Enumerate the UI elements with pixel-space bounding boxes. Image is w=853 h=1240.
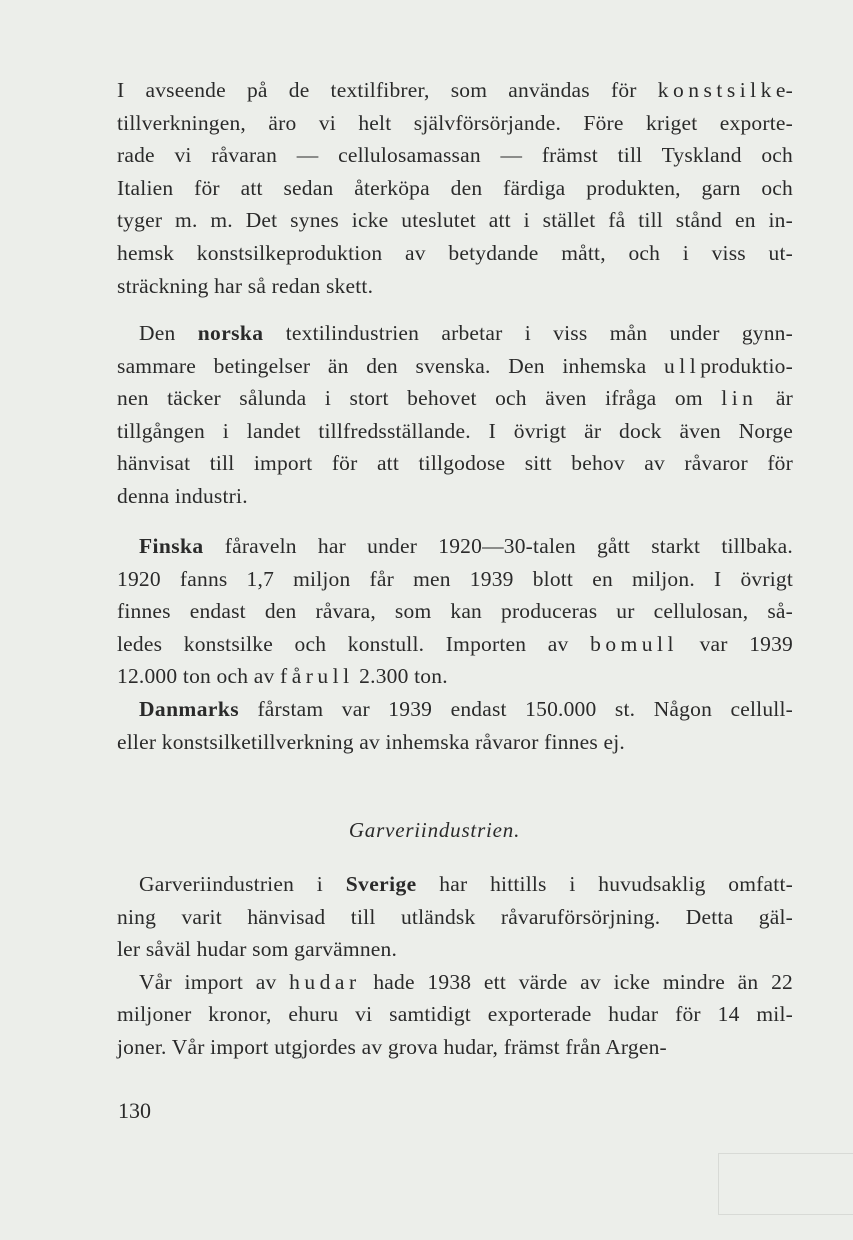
- text-run: miljoner kronor, ehuru vi samtidigt exporterade hudar för 14 mil-: [117, 1002, 793, 1027]
- text-line: [117, 204, 793, 237]
- text-run: ler såväl hudar som garvämnen.: [117, 937, 398, 962]
- text-line: [117, 563, 793, 596]
- text-run: hemsk konstsilkeproduktion av betydande mått, och i viss ut-: [117, 240, 793, 265]
- text-run: 1920 fanns 1,7 miljon får men 1939 blott en miljon. I övrigt: [117, 566, 793, 591]
- text-line: [117, 139, 793, 172]
- text-line: [117, 480, 793, 513]
- bold-country-name: Finska: [139, 534, 204, 558]
- spaced-emphasis: ull: [664, 353, 701, 378]
- text-run: nen täcker sålunda i stort behovet och även ifråga om: [117, 386, 722, 411]
- text-line: [117, 726, 793, 759]
- text-line: [117, 74, 793, 107]
- spaced-emphasis: lin: [721, 386, 758, 411]
- text-line: [117, 237, 793, 270]
- text-line: [117, 107, 793, 140]
- text-run: finnes endast den råvara, som kan produceras ur cellulosan, så-: [117, 599, 793, 624]
- text-line: [117, 868, 793, 901]
- text-run: Garveriindustrien i: [139, 872, 346, 896]
- text-line: [117, 1031, 793, 1064]
- text-run: Italien för att sedan återköpa den färdiga produkten, garn och: [117, 175, 793, 200]
- section-heading: Garveriindustrien.: [348, 818, 521, 842]
- text-line: [117, 595, 793, 628]
- text-line: [117, 901, 793, 934]
- text-run: produktio-: [700, 353, 793, 378]
- text-run: tyger m. m. Det synes icke uteslutet att i stället få till stånd en in-: [117, 208, 793, 233]
- paragraph-norska: [117, 317, 793, 513]
- text-run: tillverkningen, äro vi helt självförsörjande. Före kriget exporte-: [117, 110, 793, 135]
- spaced-emphasis: hudar: [289, 969, 361, 994]
- text-line: [117, 628, 793, 661]
- text-line: [117, 998, 793, 1031]
- text-line: [117, 966, 793, 999]
- text-line: [117, 350, 793, 383]
- text-run: tillgången i landet tillfredsställande. I övrigt är dock även Norge: [117, 418, 793, 443]
- text-line: [117, 530, 793, 563]
- page-number: 130: [118, 1098, 151, 1123]
- text-run: eller konstsilketillverkning av inhemska råvaror finnes ej.: [117, 729, 625, 754]
- text-run: sammare betingelser än den svenska. Den inhemska: [117, 353, 665, 378]
- text-line: [117, 660, 793, 693]
- spaced-emphasis: konstsilk: [657, 78, 776, 102]
- text-run: rade vi råvaran — cellulosamassan — främst till Tyskland och: [117, 143, 793, 168]
- text-run: fårstam var 1939 endast 150.000 st. Någon cellull-: [238, 696, 793, 721]
- text-run: 12.000 ton och av: [117, 664, 281, 689]
- text-line: [117, 382, 793, 415]
- text-line: [117, 172, 793, 205]
- text-run: joner. Vår import utgjordes av grova hudar, främst från Argen-: [117, 1034, 667, 1059]
- text-run: sträckning har så redan skett.: [117, 273, 374, 298]
- text-line: [117, 270, 793, 303]
- text-line: [117, 933, 793, 966]
- text-run: är: [757, 386, 793, 411]
- text-run: e-: [775, 78, 793, 102]
- text-run: var 1939: [677, 631, 793, 656]
- text-run: hänvisat till import för att tillgodose sitt behov av råvaror för: [117, 451, 793, 476]
- bold-country-name: Danmarks: [139, 696, 239, 721]
- text-line: [117, 693, 793, 726]
- text-run: 2.300 ton.: [353, 664, 448, 689]
- text-run: Vår import av: [139, 969, 290, 994]
- text-run: ning varit hänvisad till utländsk råvaruförsörjning. Detta gäl-: [117, 904, 793, 929]
- spaced-emphasis: fårull: [280, 664, 354, 689]
- text-line: [117, 317, 793, 350]
- bold-country-name: Sverige: [345, 872, 417, 896]
- text-run: hade 1938 ett värde av icke mindre än 22: [360, 969, 793, 994]
- paragraph-konstsilke: [117, 74, 793, 302]
- text-line: [117, 415, 793, 448]
- scan-corner-mark: [718, 1153, 853, 1215]
- text-run: ledes konstsilke och konstull. Importen av: [117, 631, 591, 656]
- paragraph-finska-danmarks: [117, 530, 793, 758]
- text-line: [117, 447, 793, 480]
- text-run: har hittills i huvudsaklig omfatt-: [416, 872, 793, 896]
- bold-country-name: norska: [197, 321, 264, 345]
- spaced-emphasis: bomull: [590, 631, 678, 656]
- paragraph-garveri: [117, 868, 793, 1064]
- text-run: denna industri.: [117, 483, 248, 508]
- text-run: I avseende på de textilfibrer, som användas för: [117, 78, 658, 102]
- text-run: fåraveln har under 1920—30-talen gått starkt tillbaka.: [203, 534, 793, 558]
- text-run: Den: [139, 321, 198, 345]
- text-run: textilindustrien arbetar i viss mån under gynn-: [263, 321, 793, 345]
